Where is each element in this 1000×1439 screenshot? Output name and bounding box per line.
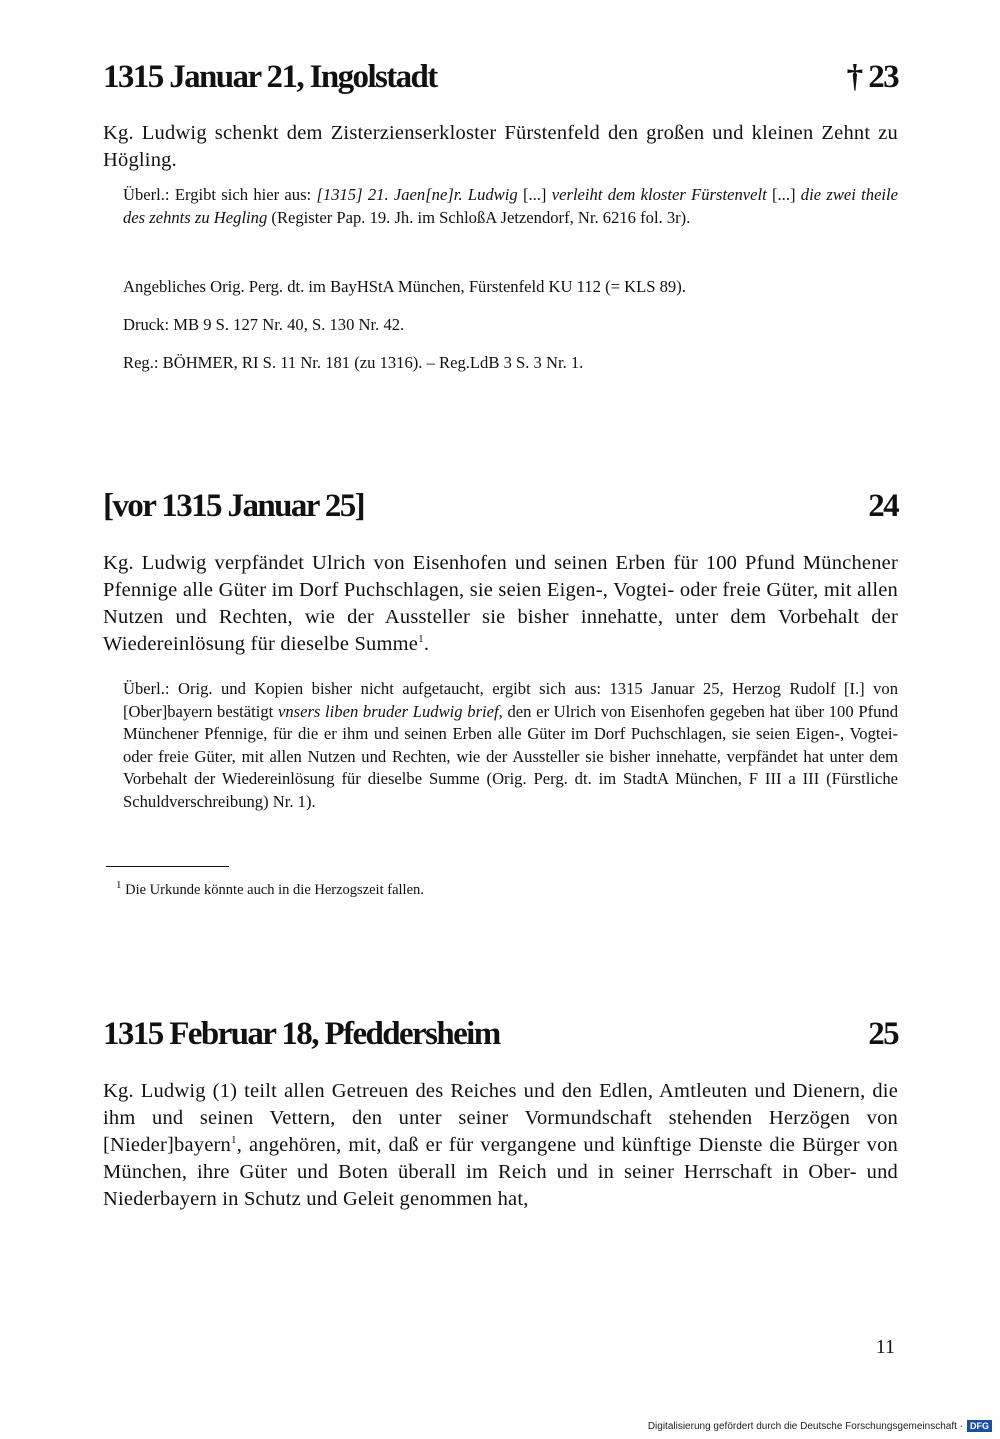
entry-25-number: 25 (868, 1016, 898, 1052)
footnote-mark: 1 (116, 879, 122, 892)
dfg-credit-text: Digitalisierung gefördert durch die Deutsche Forschungsgemeinschaft · (647, 1420, 963, 1432)
footnote-text: Die Urkunde könnte auch in die Herzogszeit fallen. (125, 882, 424, 898)
entry-25-regest-text-b: , angehören, mit, daß er für vergangene und künftige Dienste die Bürger von München, ihre Güter und Boten überall im Reich und in seiner Herrschaft in Ober- und Niederbayern in Schutz und Geleit genommen hat, (103, 1134, 898, 1210)
entry-24-footnote-ref: 1 (418, 633, 424, 646)
entry-23-regest: Kg. Ludwig schenkt dem Zisterzienserkloster Fürstenfeld den großen und kleinen Zehnt zu Högling. (103, 122, 898, 171)
entry-23-original-note: Angebliches Orig. Perg. dt. im BayHStA München, Fürstenfeld KU 112 (= KLS 89). (123, 277, 686, 296)
footnote-divider (106, 866, 229, 867)
entry-23-regest-note: Reg.: BÖHMER, RI S. 11 Nr. 181 (zu 1316). – Reg.LdB 3 S. 3 Nr. 1. (123, 353, 584, 372)
entry-25-footnote-ref: 1 (231, 1134, 237, 1147)
page-number: 11 (875, 1336, 895, 1358)
entry-24-regest-end: . (423, 633, 430, 655)
entry-24-ueberl-tail: , den er Ulrich von Eisenhofen gegeben hat über 100 Pfund Münchener Pfennige, für die er ihm und seinen Erben alle Güter im Dorf Puchschlagen, sie seien Eigen-, Vogtei- oder freie Güter, mit allen Nutzen und Rechten, wie der Aussteller sie bisher innehatte, verpfändet hat unter dem Vorbehalt der Wiedereinlösung für dieselbe Summe (Orig. Perg. dt. im StadtA München, F III a III (Fürstliche Schuldverschreibung) Nr. 1). (123, 701, 898, 811)
entry-23-header (103, 57, 898, 97)
entry-24-ueberl-quote: vnsers liben bruder Ludwig brief (277, 701, 499, 721)
entry-23-ueberl-label: Überl.: Ergibt sich hier aus: (123, 185, 317, 204)
entry-23-ueberl-quote-3: die zwei theile des zehnts zu Hegling (123, 185, 899, 227)
entry-25-header (103, 1014, 898, 1054)
entry-23-number: † 23 (846, 59, 898, 95)
entry-24-footnote (116, 880, 896, 900)
dfg-credit (648, 1420, 992, 1432)
entry-25-regest-text-a: Kg. Ludwig (1) teilt allen Getreuen des Reiches und den Edlen, Amtleuten und Dienern, die ihm und seinen Vettern, den unter seiner Vormundschaft stehenden Herzögen von [Nieder]bayern (103, 1080, 898, 1156)
entry-23-ueberl-text-1: [...] (517, 185, 552, 204)
entry-23-transmission (123, 184, 898, 229)
entry-24-regest-text: Kg. Ludwig verpfändet Ulrich von Eisenhofen und seinen Erben für 100 Pfund Münchener Pfennige alle Güter im Dorf Puchschlagen, sie seien Eigen-, Vogtei- oder freie Güter, mit allen Nutzen und Rechten, wie der Aussteller sie bisher innehatte, unter dem Vorbehalt der Wiedereinlösung für dieselbe Summe (103, 552, 898, 655)
entry-24-transmission (123, 678, 898, 813)
entry-24-regest (103, 550, 898, 658)
entry-24-ueberl-label: Überl.: Orig. und Kopien bisher nicht aufgetaucht, ergibt sich aus: 1315 Januar 25, Herzog Rudolf [I.] von [Ober]bayern bestätigt (123, 679, 898, 721)
dfg-logo: DFG (967, 1420, 992, 1432)
entry-25-heading: 1315 Februar 18, Pfeddersheim (103, 1016, 500, 1052)
entry-24-heading: [vor 1315 Januar 25] (103, 488, 365, 524)
entry-23-ueberl-quote-2: verleiht dem kloster Fürstenvelt (551, 185, 767, 204)
entry-23-heading: 1315 Januar 21, Ingolstadt (103, 59, 437, 95)
entry-23-ueberl-tail: (Register Pap. 19. Jh. im SchloßA Jetzendorf, Nr. 6216 fol. 3r). (267, 207, 691, 227)
entry-23-print-note: Druck: MB 9 S. 127 Nr. 40, S. 130 Nr. 42. (123, 315, 405, 334)
entry-23-ueberl-quote-1: [1315] 21. Jaen[ne]r. Ludwig (316, 185, 518, 204)
entry-24-header (103, 486, 898, 526)
entry-25-regest (103, 1078, 898, 1213)
entry-24-number: 24 (868, 488, 898, 524)
entry-23-ueberl-text-2: [...] (766, 185, 801, 204)
